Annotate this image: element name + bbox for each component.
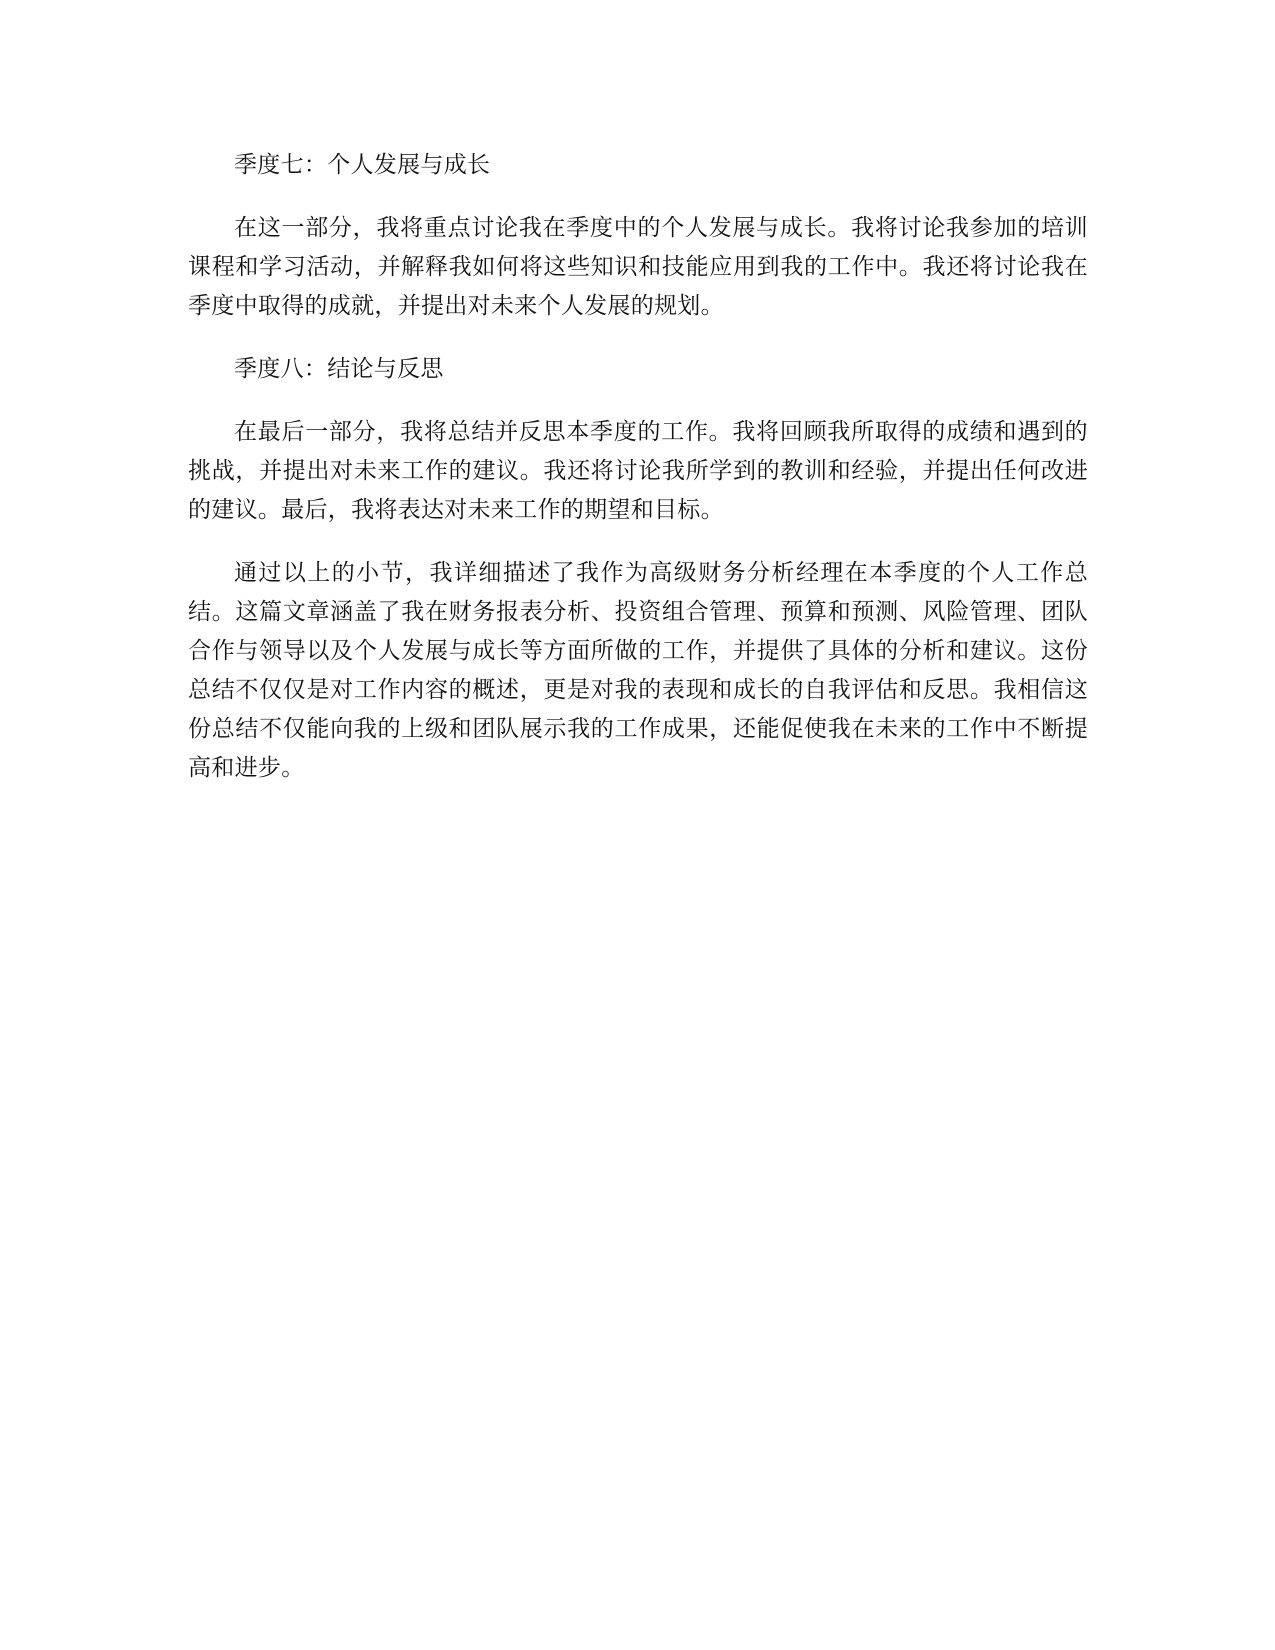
section8-paragraph: 在最后一部分，我将总结并反思本季度的工作。我将回顾我所取得的成绩和遇到的挑战，并提出对未来工作的建议。我还将讨论我所学到的教训和经验，并提出任何改进的建议。最后，我将表达对未来工作的期望和目标。 <box>188 419 1088 523</box>
section7-heading: 季度七：个人发展与成长 <box>234 152 491 178</box>
section7-paragraph: 在这一部分，我将重点讨论我在季度中的个人发展与成长。我将讨论我参加的培训课程和学习活动，并解释我如何将这些知识和技能应用到我的工作中。我还将讨论我在季度中取得的成就，并提出对未来个人发展的规划。 <box>188 215 1088 319</box>
summary-paragraph: 通过以上的小节，我详细描述了我作为高级财务分析经理在本季度的个人工作总结。这篇文章涵盖了我在财务报表分析、投资组合管理、预算和预测、风险管理、团队合作与领导以及个人发展与成长等方面所做的工作，并提供了具体的分析和建议。这份总结不仅仅是对工作内容的概述，更是对我的表现和成长的自我评估和反思。我相信这份总结不仅能向我的上级和团队展示我的工作成果，还能促使我在未来的工作中不断提高和进步。 <box>188 560 1088 781</box>
section8-heading: 季度八：结论与反思 <box>234 356 444 382</box>
document-body <box>188 146 1088 812</box>
